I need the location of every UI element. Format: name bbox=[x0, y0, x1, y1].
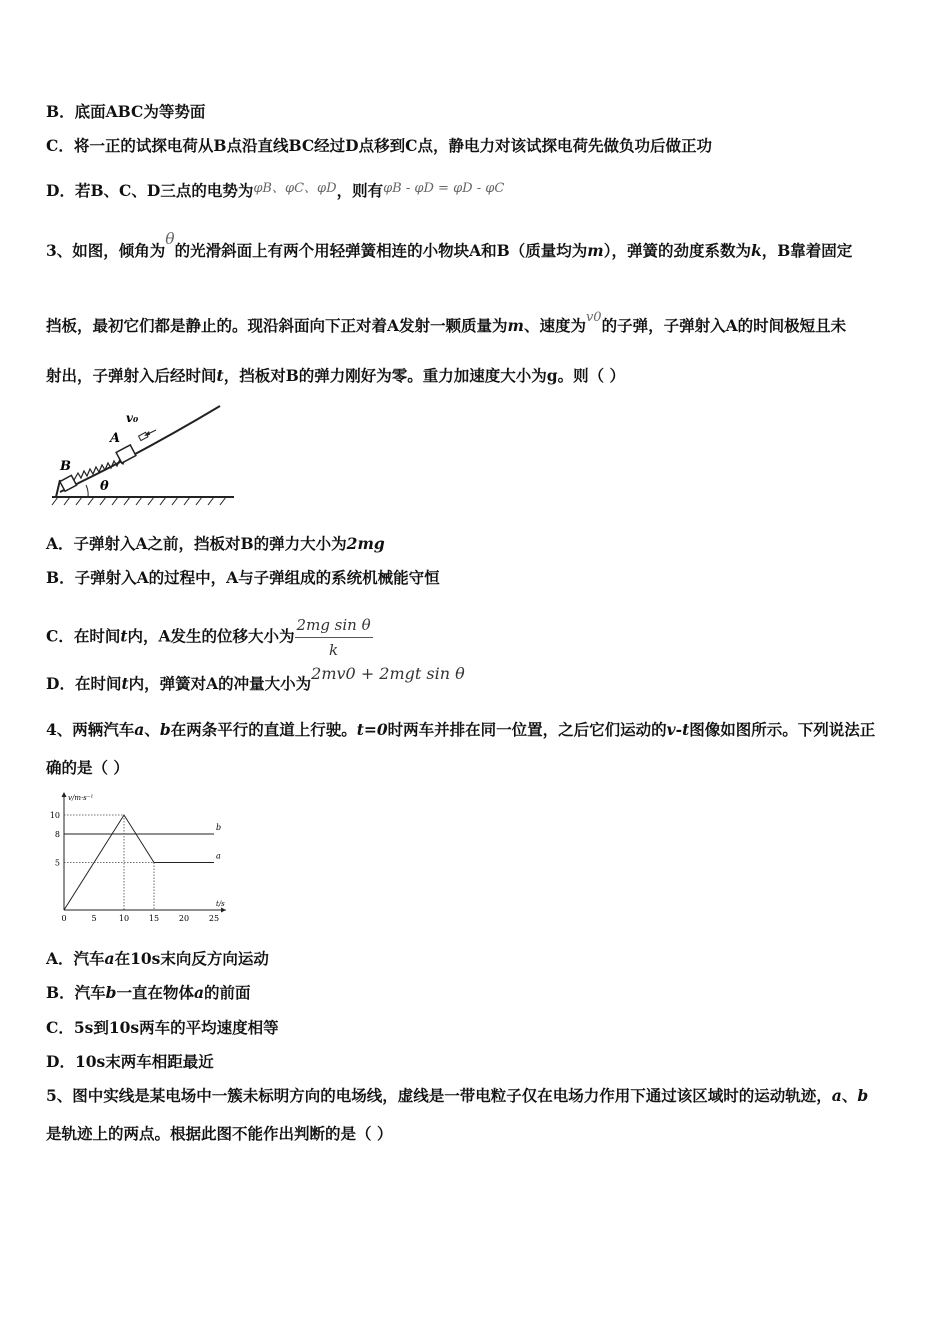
x-tick-label: 0 bbox=[61, 914, 67, 923]
q3-stem-line2: 挡板，最初它们都是静止的。现沿斜面向下正对着A发射一颗质量为m、速度为$^{v0}$的子弹，子弹射入A的时间极短且未 bbox=[46, 310, 847, 335]
ground-hatching bbox=[52, 497, 226, 505]
prev-option-b: B．底面ABC为等势面 bbox=[46, 102, 206, 121]
angle-arc bbox=[86, 485, 88, 497]
y-tick-label: 10 bbox=[49, 811, 60, 820]
block-b bbox=[60, 475, 77, 491]
potentials-expression: φB、φC、φD bbox=[253, 181, 337, 196]
vt-chart bbox=[44, 788, 234, 928]
label-a: A bbox=[110, 431, 121, 446]
q4-stem-line2: 确的是（ ） bbox=[46, 758, 129, 777]
q3-option-d: D．在时间t内，弹簧对A的冲量大小为2mv0 + 2mgt sin θ bbox=[46, 664, 465, 693]
q3-option-a: A．子弹射入A之前，挡板对B的弹力大小为2mg bbox=[46, 534, 385, 553]
q4-option-a: A．汽车a在10s末向反方向运动 bbox=[46, 949, 269, 968]
series-label-b: b bbox=[216, 823, 222, 832]
x-tick-label: 10 bbox=[118, 914, 130, 923]
stopper-plate bbox=[56, 480, 60, 497]
x-tick-label: 25 bbox=[208, 914, 220, 923]
series-label-a: a bbox=[216, 851, 221, 861]
theta-symbol: θ bbox=[165, 230, 175, 248]
y-tick-label: 8 bbox=[54, 830, 60, 839]
label-theta: θ bbox=[100, 479, 109, 494]
q3-stem-line3: 射出，子弹射入后经时间t，挡板对B的弹力刚好为零。重力加速度大小为g。则（ ） bbox=[46, 366, 626, 385]
x-tick-label: 15 bbox=[148, 914, 160, 923]
q3-stem-line1: 3、如图，倾角为θ的光滑斜面上有两个用轻弹簧相连的小物块A和B（质量均为m），弹簧的劲度系数为k，B靠着固定 bbox=[46, 230, 853, 260]
x-axis-arrow-icon bbox=[221, 908, 226, 913]
label-v0: v₀ bbox=[126, 411, 139, 425]
prev-option-c: C．将一正的试探电荷从B点沿直线BC经过D点移到C点，静电力对该试探电荷先做负功后做正功 bbox=[46, 136, 712, 155]
impulse-expression: 2mv0 + 2mgt sin θ bbox=[311, 664, 465, 683]
q4-option-b: B．汽车b一直在物体a的前面 bbox=[46, 983, 251, 1002]
q3-option-b: B．子弹射入A的过程中，A与子弹组成的系统机械能守恒 bbox=[46, 568, 440, 587]
prev-option-d: D．若B、C、D三点的电势为$^{\varphi B、\varphi C、\varphi D}$，则有$^{\varphi B - \varphi D = \varphi D - \varphi C}$ bbox=[46, 181, 505, 200]
label-b: B bbox=[60, 459, 71, 474]
q3-option-c: C．在时间t内，A发生的位移大小为 $\frac{\text{2mg sin θ}}{k}$ bbox=[46, 616, 371, 659]
v0-symbol: v0 bbox=[585, 310, 602, 325]
q5-stem-line2: 是轨迹上的两点。根据此图不能作出判断的是（ ） bbox=[46, 1124, 393, 1143]
incline-surface bbox=[60, 406, 220, 492]
displacement-fraction: $\frac{\text{2mg sin θ}}{k}$ bbox=[296, 616, 371, 659]
x-tick-label: 5 bbox=[91, 914, 97, 923]
q4-option-c: C．5s到10s两车的平均速度相等 bbox=[46, 1018, 279, 1037]
q5-stem-line1: 5、图中实线是某电场中一簇未标明方向的电场线，虚线是一带电粒子仅在电场力作用下通过该区域时的运动轨迹，a、b bbox=[46, 1086, 869, 1105]
q4-option-d: D．10s末两车相距最近 bbox=[46, 1052, 214, 1071]
y-axis-arrow-icon bbox=[62, 792, 67, 797]
x-tick-label: 20 bbox=[178, 914, 190, 923]
incline-spring-figure bbox=[48, 400, 238, 510]
y-tick-label: 5 bbox=[54, 858, 60, 868]
q4-stem-line1: 4、两辆汽车a、b在两条平行的直道上行驶。t=0时两车并排在同一位置，之后它们运动的v-t图像如图所示。下列说法正 bbox=[46, 720, 876, 739]
x-axis-label: t/s bbox=[216, 900, 225, 908]
potential-relation: φB - φD = φD - φC bbox=[383, 181, 505, 196]
y-axis-label: v/m·s⁻¹ bbox=[68, 794, 94, 802]
